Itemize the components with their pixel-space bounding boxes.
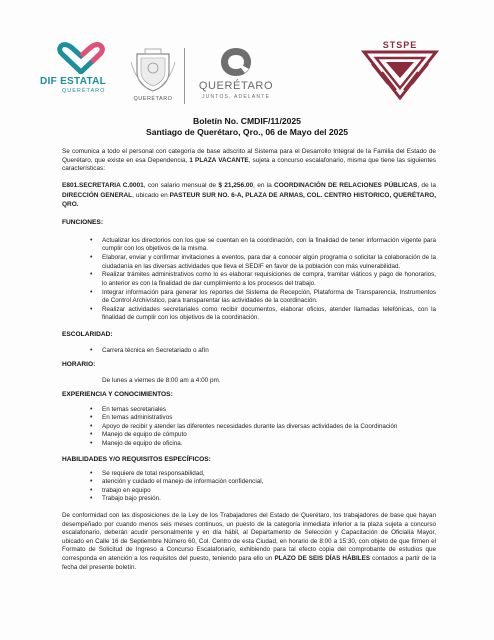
closing-paragraph bbox=[62, 512, 436, 572]
section-horario: HORARIO: bbox=[62, 361, 96, 368]
stspe-emblem-icon bbox=[352, 50, 448, 102]
dif-subtitle: QUERÉTARO bbox=[62, 88, 106, 94]
position-text: , de la bbox=[417, 182, 436, 189]
list-item: • Elaborar, enviar y confirmar invitaciones a eventos, para dar a conocer algún programa o solicitar la colaboración de la ciudadanía en las diversas actividades que lleva el SEDIF en favor de la población con más vulnerabilidad. bbox=[88, 254, 436, 271]
closing-text: De conformidad con las disposiciones de la Ley de los Trabajadores del Estado de Querétaro, los trabajadores de base que hayan desempeñado por cuando menos seis meses continuos, un puesto de la categoría inmediata inferior a la plaza sujeta a concurso escalafonario, deberán acudir personalmente y en día hábil, al Departamento de Selección y Capacitación de Oficialía Mayor, ubicado en Calle 16 de Septiembre Número 60, Col. Centro de esta Ciudad, en horario de 8:00 a 15:30, con objeto de que firmen el Formato de Solicitud de Ingreso a Concurso Escalafonario, exhibiendo para tal efecto copia del comprobante de estudios que corresponda en atención a los requisitos del puesto, teniendo para ello un bbox=[62, 512, 436, 562]
position-area: COORDINACIÓN DE RELACIONES PÚBLICAS bbox=[274, 182, 418, 189]
list-item: • Integrar información para generar los reportes del Sistema de Recepción, Plataforma de Transparencia, Instrumentos de Control Archivístico, para transparentar las actividades de la coordinación. bbox=[88, 289, 436, 306]
section-funciones: FUNCIONES: bbox=[62, 219, 104, 226]
queretaro-title: QUERÉTARO bbox=[198, 80, 274, 92]
stspe-text: STSPE bbox=[382, 40, 418, 50]
escolaridad-list bbox=[88, 347, 436, 355]
list-item: • Trabajo bajo presión. bbox=[88, 495, 436, 503]
position-address: PASTEUR SUR NO. 6-A, PLAZA DE ARMAS, COL. CENTRO HISTORICO, QUERÉTARO, QRO. bbox=[62, 191, 436, 209]
list-item: • Apoyo de recibir y atender las diferentes necesidades durante las diversas actividades de la Coordinación bbox=[88, 423, 436, 431]
logo-divider bbox=[184, 48, 185, 104]
funciones-list bbox=[88, 237, 436, 323]
list-item: • Se requiere de total responsabilidad, bbox=[88, 470, 436, 478]
experiencia-list bbox=[88, 406, 436, 448]
habilidades-list bbox=[88, 470, 436, 504]
list-item: • Realizar actividades secretariales como recibir documentos, elaborar oficios, atender llamadas telefónicas, con la finalidad de cumplir con los objetivos de la coordinación. bbox=[88, 306, 436, 323]
queretaro-q-icon bbox=[218, 46, 254, 78]
position-text: , en la bbox=[253, 182, 275, 189]
bulletin-number: Boletín No. CMDIF/11/2025 bbox=[193, 116, 301, 126]
intro-paragraph bbox=[62, 148, 436, 174]
list-item: • atención y cuidado el manejo de información confidencial, bbox=[88, 478, 436, 486]
closing-text-end: contados a partir de la fecha del presente boletín. bbox=[62, 554, 436, 571]
dif-heart-icon bbox=[56, 42, 106, 74]
list-item: • Carrera técnica en Secretariado o afín bbox=[88, 347, 436, 355]
position-text: , con salario mensual de bbox=[143, 182, 219, 189]
seal-caption: QUERÉTARO bbox=[133, 96, 173, 102]
stspe-logo bbox=[352, 40, 448, 102]
list-item: • Actualizar los directorios con los que se cuentan en la coordinación, con la finalidad de tener información vigente para cumplir con los objetivos de la misma. bbox=[88, 237, 436, 254]
horario-text: De lunes a viernes de 8:00 am a 4:00 pm. bbox=[102, 377, 221, 384]
intro-text-end: , sujeta a concurso escalafonario, misma que tiene las siguientes características: bbox=[62, 156, 436, 173]
position-salary: $ 21,256.00 bbox=[218, 182, 254, 189]
list-item: • Manejo de equipo de oficina. bbox=[88, 440, 436, 448]
queretaro-slogan: JUNTOS, ADELANTE bbox=[201, 94, 270, 100]
position-code: E801.SECRETARIA C.0001 bbox=[62, 182, 144, 189]
vacancy-count: 1 PLAZA VACANTE bbox=[189, 156, 249, 164]
section-experiencia: EXPERIENCIA Y CONOCIMIENTOS: bbox=[62, 391, 173, 398]
list-item: • En temas administrativos bbox=[88, 414, 436, 422]
position-text: , ubicado en bbox=[132, 191, 170, 199]
position-direction: DIRECCIÓN GENERAL bbox=[62, 191, 133, 199]
section-habilidades: HABILIDADES Y/O REQUISITOS ESPECÍFICOS: bbox=[62, 456, 211, 463]
position-paragraph bbox=[62, 181, 436, 210]
section-escolaridad: ESCOLARIDAD: bbox=[62, 331, 113, 338]
coat-of-arms-icon bbox=[127, 48, 179, 94]
list-item: • En temas secretariales bbox=[88, 406, 436, 414]
intro-text: Se comunica a todo el personal con categoría de base adscrito al Sistema para el Desarrollo Integral de la Familia del Estado de Querétaro, que existe en esa Dependencia, bbox=[62, 148, 436, 164]
list-item: • Manejo de equipo de cómputo bbox=[88, 431, 436, 439]
queretaro-logo bbox=[196, 46, 276, 108]
state-seal-logo bbox=[127, 48, 179, 108]
dif-logo bbox=[40, 42, 122, 108]
bulletin-date: Santiago de Querétaro, Qro., 06 de Mayo del 2025 bbox=[145, 127, 349, 137]
list-item: • trabajo en equipo bbox=[88, 487, 436, 495]
deadline-text: PLAZO DE SEIS DÍAS HÁBILES bbox=[274, 554, 371, 562]
list-item: • Realizar trámites administrativos como lo es elaborar requisiciones de compra, tramitar viáticos y pago de honorarios, lo anterior es con la finalidad de dar cumplimiento a los procesos del trabajo. bbox=[88, 271, 436, 288]
dif-title: DIF ESTATAL bbox=[40, 76, 107, 87]
